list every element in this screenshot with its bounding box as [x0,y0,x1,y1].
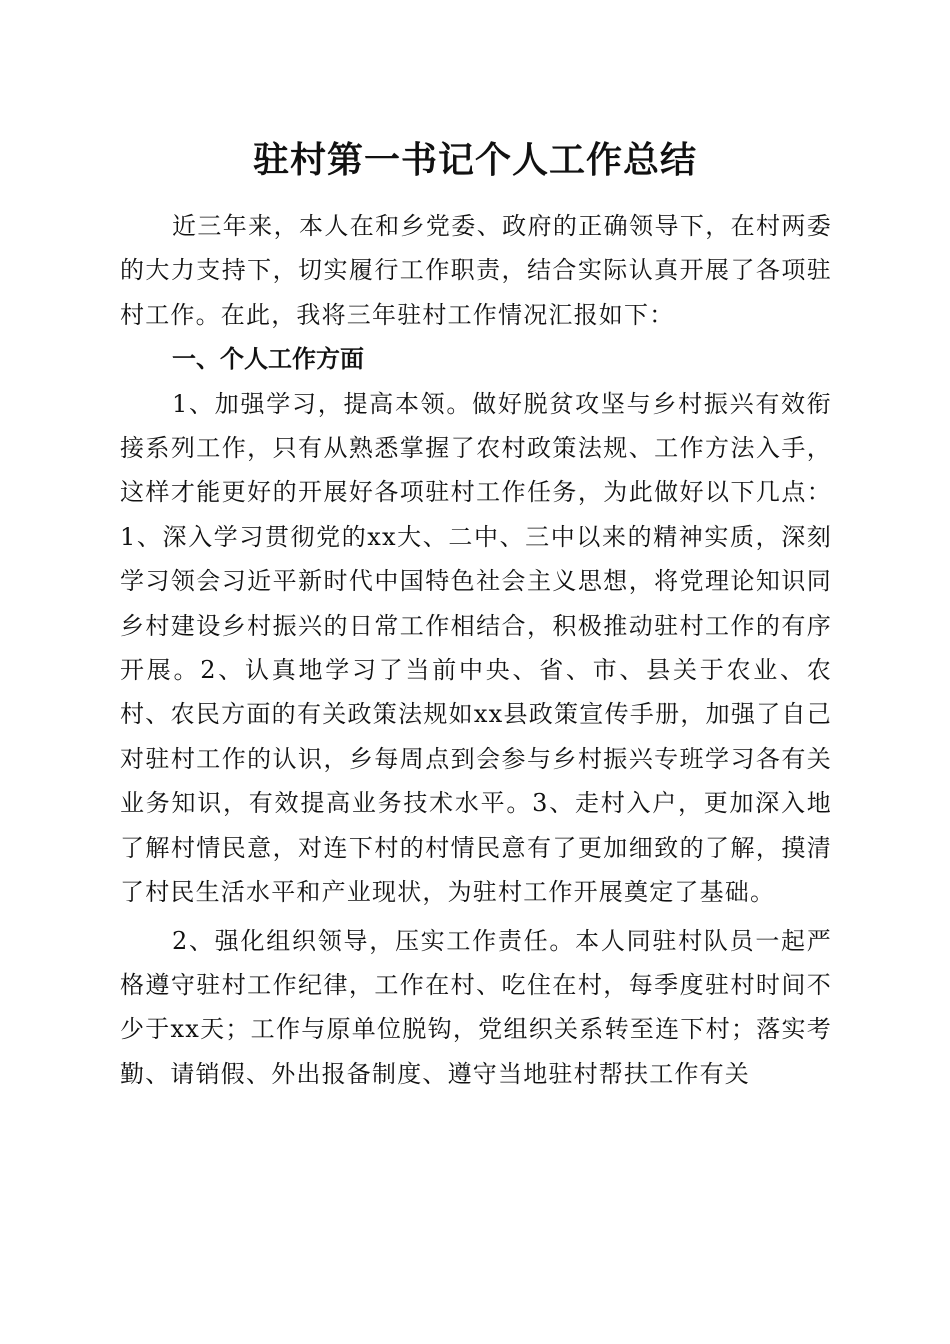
document-body [120,204,832,1096]
document-title: 驻村第一书记个人工作总结 [252,139,697,181]
paragraph-organization: 2、强化组织领导，压实工作责任。本人同驻村队员一起严格遵守驻村工作纪律，工作在村、吃住在村，每季度驻村时间不少于xx天；工作与原单位脱钩，党组织关系转至连下村；落实考勤、请销假、外出报备制度、遵守当地驻村帮扶工作有关 [120,926,832,1088]
section-heading-personal-work: 一、个人工作方面 [172,345,364,374]
paragraph-study: 1、加强学习，提高本领。做好脱贫攻坚与乡村振兴有效衔接系列工作，只有从熟悉掌握了农村政策法规、工作方法入手，这样才能更好的开展好各项驻村工作任务，为此做好以下几点：1、深入学习贯彻党的xx大、二中、三中以来的精神实质，深刻学习领会习近平新时代中国特色社会主义思想，将党理论知识同乡村建设乡村振兴的日常工作相结合，积极推动驻村工作的有序开展。2、认真地学习了当前中央、省、市、县关于农业、农村、农民方面的有关政策法规如xx县政策宣传手册，加强了自己对驻村工作的认识，乡每周点到会参与乡村振兴专班学习各有关业务知识，有效提高业务技术水平。3、走村入户，更加深入地了解村情民意，对连下村的村情民意有了更加细致的了解，摸清了村民生活水平和产业现状，为驻村工作开展奠定了基础。 [120,389,832,907]
intro-paragraph: 近三年来，本人在和乡党委、政府的正确领导下，在村两委的大力支持下，切实履行工作职责，结合实际认真开展了各项驻村工作。在此，我将三年驻村工作情况汇报如下： [120,212,832,329]
